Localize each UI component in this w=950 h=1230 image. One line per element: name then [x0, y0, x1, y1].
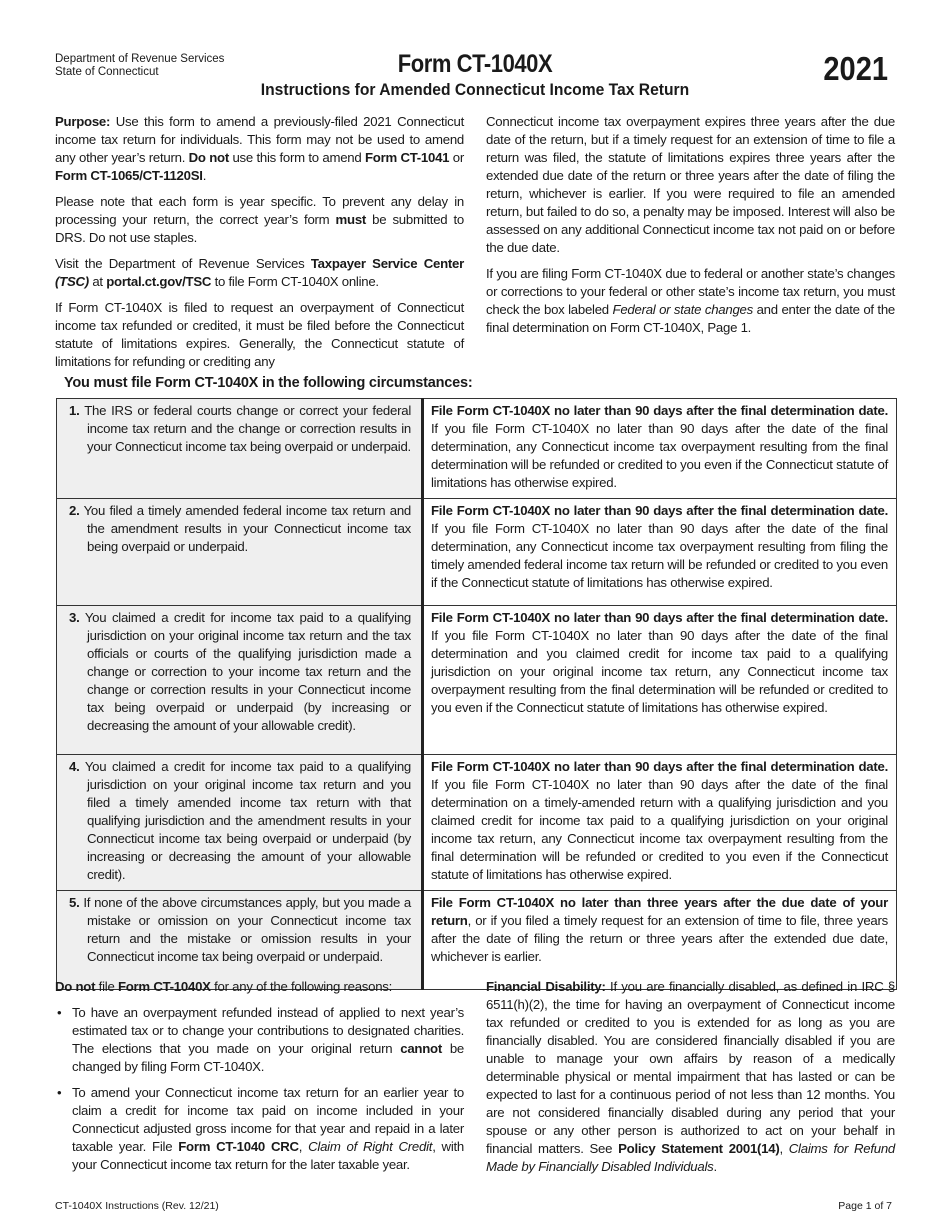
italic-text: Claims for Refund Made by Financially Disabled Individuals [486, 1141, 895, 1174]
bold-text: File Form CT-1040X no later than 90 days after the final determination date. [431, 759, 888, 774]
bold-text: 3. [69, 610, 80, 625]
text-run: Visit the Department of Revenue Services [55, 256, 311, 271]
text-run: To amend your Connecticut income tax return for an earlier year to claim a credit for income tax paid on income included in your Connecticut adjusted gross income for that year and repaid in a later taxable year. File [72, 1085, 464, 1154]
text-run: If you are filing Form CT-1040X due to federal or another state’s changes or corrections to your federal or other state’s income tax return, you must check the box labeled [486, 266, 895, 317]
bold-text: Form CT-1041 [364, 150, 450, 165]
federal-changes-paragraph [486, 265, 895, 337]
text-run: be changed by filing Form CT-1040X. [72, 1041, 464, 1074]
bold-text: (TSC) [55, 274, 89, 289]
bold-text: portal.ct.gov/TSC [106, 274, 212, 289]
dept-line: Department of Revenue Services [55, 53, 225, 65]
table-heading: You must file Form CT-1040X in the following circumstances: [64, 375, 473, 391]
deadline-cell [423, 755, 897, 891]
circumstance-cell [57, 891, 423, 990]
text-run: If you file Form CT-1040X no later than 90 days after the date of the final determination and you claimed credit for income tax paid to a qualifying jurisdiction on your original income tax return, any Connecticut income tax overpayment resulting from the final determination will be refunded or credited to you even if the Connecticut statute of limitations has otherwise expired. [431, 628, 888, 715]
text-run: You claimed a credit for income tax paid to a qualifying jurisdiction on your original income tax return and you filed a timely amended income tax return with that qualifying jurisdiction and the amendment results in your Connecticut income tax being overpaid or underpaid (by increasing or decreasing the amount of your allowable credit). [79, 759, 411, 882]
financial-disability-section [486, 978, 895, 1184]
text-run: Please note that each form is year specific. To prevent any delay in processing your return, the correct year’s form [55, 194, 464, 227]
do-not-file-list [55, 1004, 464, 1174]
text-run: . [713, 1159, 717, 1174]
deadline-cell [423, 399, 897, 499]
bold-text: File Form CT-1040X no later than 90 days after the final determination date. [431, 503, 888, 518]
form-subtitle: Instructions for Amended Connecticut Income Tax Return [260, 80, 690, 99]
text-run: at [88, 274, 107, 289]
circumstance-cell [57, 755, 423, 891]
bold-text: Purpose: [55, 114, 111, 129]
text-run: and enter the date of the final determination on Form CT-1040X, Page 1. [486, 302, 896, 335]
text-run: You filed a timely amended federal income tax return and the amendment results in your Connecticut income tax being overpaid or underpaid. [79, 503, 411, 554]
bold-text: cannot [400, 1041, 442, 1056]
purpose-paragraph [55, 113, 464, 185]
bold-text: 2. [69, 503, 80, 518]
table-row [57, 891, 897, 990]
bold-text: 5. [69, 895, 80, 910]
bold-text: File Form CT-1040X no later than 90 days after the final determination date. [431, 403, 888, 418]
table-row [57, 755, 897, 891]
circumstance-cell [57, 399, 423, 499]
text-run: , [298, 1139, 309, 1154]
intro-right-column [486, 113, 895, 345]
italic-text: Federal or state changes [612, 302, 753, 317]
italic-text: Claim of Right Credit [308, 1139, 433, 1154]
bold-text: Form CT-1040 CRC [178, 1139, 299, 1154]
text-run: or [449, 150, 465, 165]
year-specific-paragraph [55, 193, 464, 247]
bold-text: Do not [55, 979, 96, 994]
statute-paragraph [55, 299, 464, 371]
deadline-cell [423, 499, 897, 606]
bold-text: Form CT-1065/CT-1120SI [55, 168, 203, 183]
text-run: file [95, 979, 118, 994]
text-run: If none of the above circumstances apply, but you made a mistake or omission on your Connecticut income tax return and the mistake or omission results in your Connecticut income tax being overpaid or underpaid. [79, 895, 411, 964]
text-run: , with your Connecticut income tax return for the later taxable year. [72, 1139, 465, 1172]
table-row [57, 499, 897, 606]
text-run: If you are financially disabled, as defined in IRC § 6511(h)(2), the time for having an overpayment of Connecticut income tax refunded or credited to you is extended for as long as you are financially disabled. You are considered financially disabled if you are unable to manage your own affairs by reason of a medically determinable physical or mental impairment that has lasted or can be expected to last for a continuous period of not less than 12 months. You are not considered financially disabled during any period that your spouse or any other person is authorized to act on your behalf in financial matters. See [486, 979, 895, 1156]
do-not-file-intro [55, 978, 464, 996]
text-run: be submitted to DRS. Do not use staples. [55, 212, 464, 245]
circumstance-cell [57, 606, 423, 755]
text-run: , [779, 1141, 789, 1156]
table-row [57, 399, 897, 499]
bold-text: File Form CT-1040X no later than three years after the due date of your return [431, 895, 888, 928]
list-item [55, 1084, 464, 1174]
text-run: . [202, 168, 207, 183]
text-run: To have an overpayment refunded instead of applied to next year’s estimated tax or to change your contributions to designated charities. The elections that you made on your original return [72, 1005, 464, 1056]
bold-text: Do not [188, 150, 229, 165]
bold-text: must [335, 212, 367, 227]
bold-text: 4. [69, 759, 80, 774]
footer-revision: CT-1040X Instructions (Rev. 12/21) [55, 1200, 219, 1212]
tax-year: 2021 [822, 50, 888, 87]
form-title: Form CT-1040X [397, 50, 553, 78]
bold-text: Financial Disability: [486, 979, 606, 994]
tsc-paragraph [55, 255, 464, 291]
text-run: The IRS or federal courts change or correct your federal income tax return and the change or correction results in your Connecticut income tax being overpaid or underpaid. [79, 403, 411, 454]
deadline-cell [423, 891, 897, 990]
footer-page-number: Page 1 of 7 [838, 1200, 892, 1212]
text-run: If you file Form CT-1040X no later than 90 days after the date of the final determination, any Connecticut income tax overpayment resulting from filing the timely amended federal income tax return will be refunded or credited to you even if the Connecticut statute of limitations has otherwise expired. [431, 521, 888, 590]
deadline-cell [423, 606, 897, 755]
statute-continued-paragraph [486, 113, 895, 257]
do-not-file-section [55, 978, 464, 1182]
text-run: for any of the following reasons: [210, 979, 393, 994]
text-run: You claimed a credit for income tax paid to a qualifying jurisdiction on your original income tax return and the tax officials or courts of the qualifying jurisdiction made a change or correction to your income tax return and the change or correction results in your Connecticut income tax being overpaid or underpaid (by increasing or decreasing the amount of your allowable credit). [79, 610, 411, 733]
text-run: use this form to amend [228, 150, 365, 165]
text-run: If you file Form CT-1040X no later than 90 days after the date of the final determination on a timely-amended return with a qualifying jurisdiction and you claimed credit for income tax paid to a qualifying jurisdiction on your original income tax return, any Connecticut income tax overpayment resulting from the final determination will be refunded or credited to you even if the Connecticut statute of limitations has otherwise expired. [431, 777, 888, 882]
financial-disability-paragraph [486, 978, 895, 1176]
text-run: Connecticut income tax overpayment expires three years after the due date of the return, but if a timely request for an extension of time to file a return was filed, the statute of limitations expires three years after the extended due date of the return or three years after the date of filing the return, whichever is earlier. If you were required to file an amended return, but failed to do so, a penalty may be imposed. Interest will also be assessed on any additional Connecticut income tax not paid on or before the due date. [486, 114, 895, 255]
bold-text: Form CT-1040X [117, 979, 211, 994]
intro-left-column [55, 113, 464, 379]
circumstance-cell [57, 499, 423, 606]
text-run: If Form CT-1040X is filed to request an overpayment of Connecticut income tax refunded or credited, it must be filed before the Connecticut statute of limitations expires. Generally, the Connecticut statute of limitations for refunding or crediting any [55, 300, 464, 369]
bold-text: 1. [69, 403, 80, 418]
bold-text: Taxpayer Service Center [310, 256, 465, 271]
text-run: If you file Form CT-1040X no later than 90 days after the date of the final determination, any Connecticut income tax overpayment resulting from the final determination will be refunded or credited to you even if the Connecticut statute of limitations has otherwise expired. [431, 421, 888, 490]
text-run: , or if you filed a timely request for an extension of time to file, three years after the date of filing the return or three years after the extended due date, whichever is earlier. [431, 913, 888, 964]
circumstances-table [56, 398, 897, 990]
state-line: State of Connecticut [55, 66, 159, 78]
bold-text: Policy Statement 2001(14) [618, 1141, 780, 1156]
table-row [57, 606, 897, 755]
text-run: Use this form to amend a previously-filed 2021 Connecticut income tax return for individuals. This form may not be used to amend any other year’s return. [55, 114, 464, 165]
list-item [55, 1004, 464, 1076]
text-run: to file Form CT-1040X online. [211, 274, 379, 289]
bold-text: File Form CT-1040X no later than 90 days after the final determination date. [431, 610, 888, 625]
